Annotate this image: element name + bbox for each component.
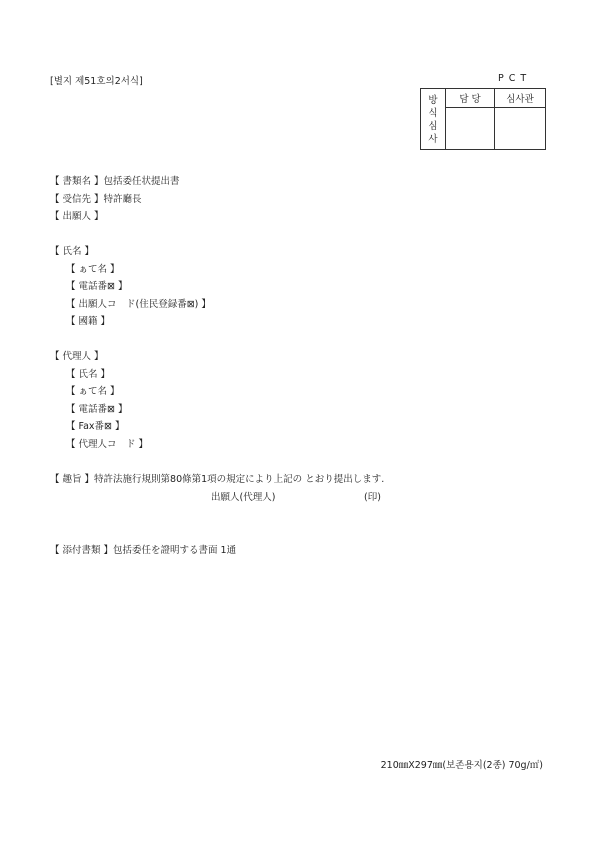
- applicant-code-field: 【 出願人コ ド(住民登録番⊠) 】: [66, 299, 211, 310]
- review-box: [420, 88, 546, 150]
- applicant-field: 【 出願人 】: [50, 211, 104, 222]
- review-col-examiner: 심사관: [495, 89, 546, 108]
- agent-section: 【 代理人 】: [50, 351, 104, 362]
- agent-address-field: 【 ぁて名 】: [66, 386, 120, 397]
- review-cell-examiner: [495, 108, 546, 150]
- name-section: 【 氏名 】: [50, 246, 95, 257]
- seal-mark: (印): [364, 492, 381, 503]
- agent-fax-field: 【 Fax番⊠ 】: [66, 421, 125, 432]
- paper-spec: 210㎜X297㎜(보존용지(2종) 70g/㎡): [380, 760, 543, 771]
- nationality-field: 【 國籍 】: [66, 316, 111, 327]
- agent-code-field: 【 代理人コ ド 】: [66, 439, 149, 450]
- doc-name-field: 【 書類名 】包括委任状提出書: [50, 176, 180, 187]
- review-cell-manager: [446, 108, 495, 150]
- phone-field: 【 電話番⊠ 】: [66, 281, 128, 292]
- review-col-manager: 담 당: [446, 89, 495, 108]
- agent-phone-field: 【 電話番⊠ 】: [66, 404, 128, 415]
- recipient-field: 【 受信先 】特許廳長: [50, 194, 142, 205]
- attachment-field: 【 添付書類 】包括委任を證明する書面 1通: [50, 545, 237, 556]
- form-id: [별지 제51호의2서식]: [50, 76, 143, 87]
- signature-label: 出願人(代理人): [211, 492, 276, 503]
- address-field: 【 ぁて名 】: [66, 264, 120, 275]
- pct-label: P C T: [498, 73, 528, 84]
- purpose-field: 【 趣旨 】特許法施行規則第80條第1項の規定により上記の とおり提出します.: [50, 474, 385, 485]
- agent-name-field: 【 氏名 】: [66, 369, 111, 380]
- review-label: 방 식 심 사: [421, 89, 446, 150]
